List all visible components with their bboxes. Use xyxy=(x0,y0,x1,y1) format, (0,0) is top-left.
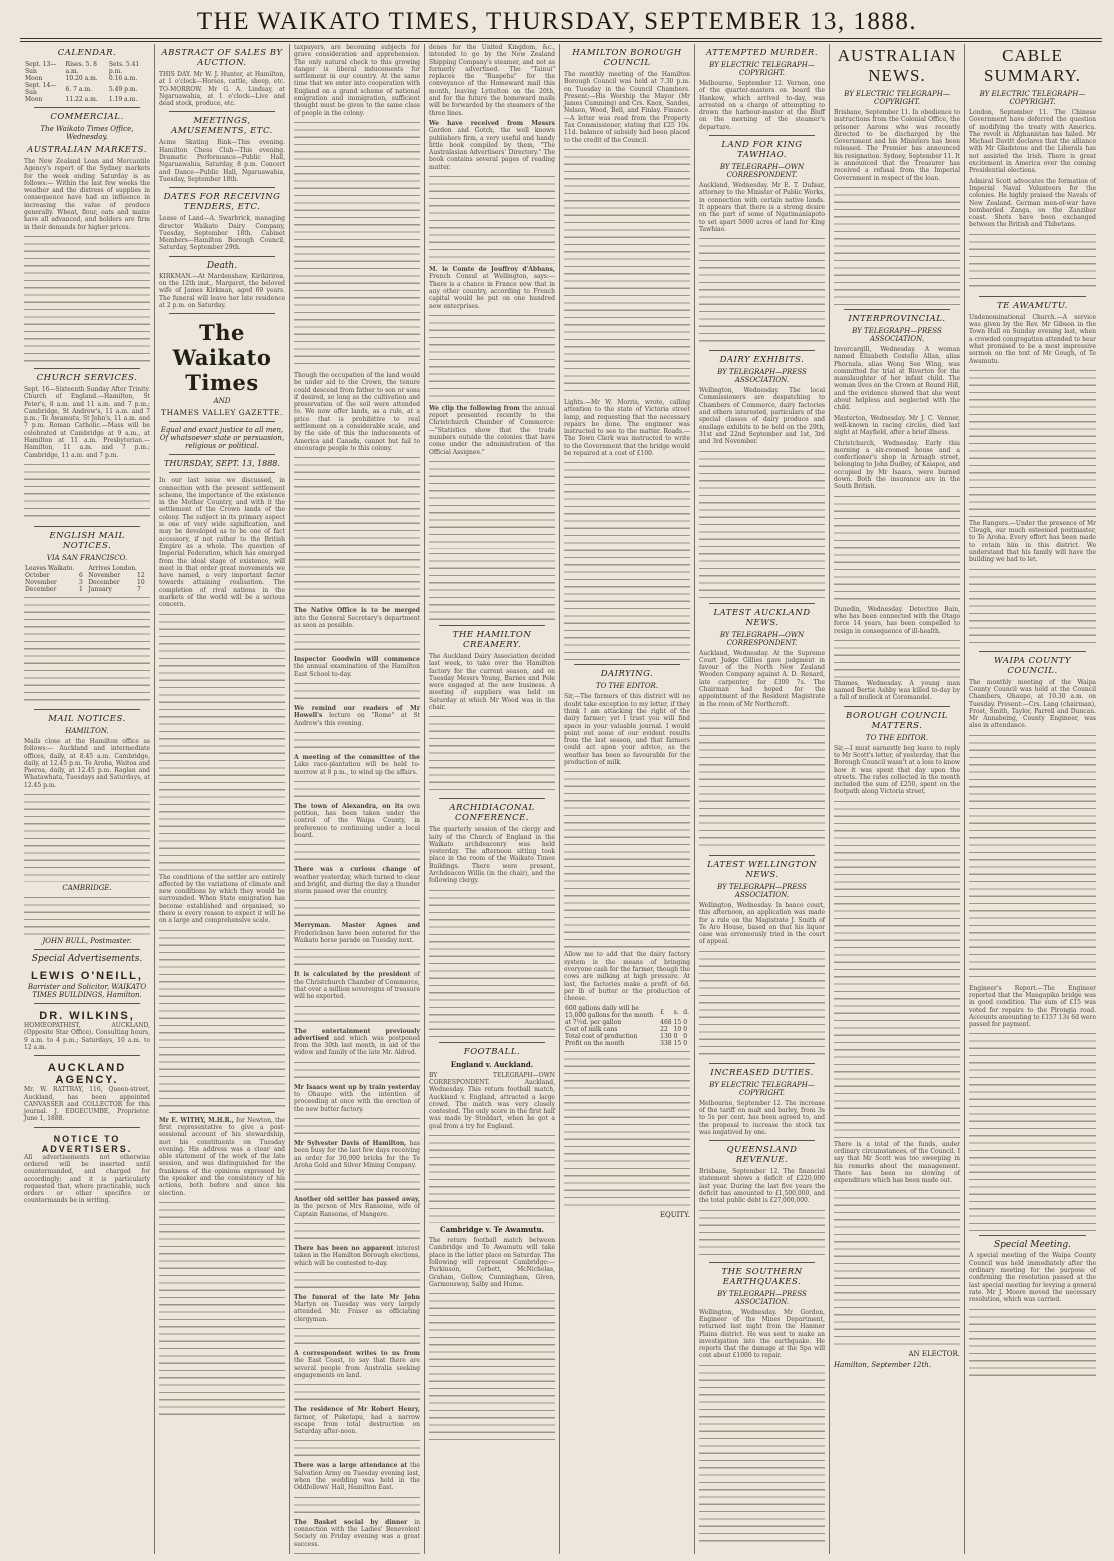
divider xyxy=(34,107,140,108)
leader-text: In our last issue we discussed, in connection with the present settlement scheme, the importance of the existence in the Mother Country, and with it the settlement of the Crown lands of the colony. The subject in its primary aspect is one of very wide signification, and may be developed as to be one of fact accessory, if not rather to the British Empire as a whole. The question of Imperial Federation, which has emerged from the ideal stage of existence, will meet in that order great movements we have named, a very important factor towards attaining realisation. The completion of rival nations in the markets of the world will be a serious concern. xyxy=(159,477,285,609)
english-mail-subheading: VIA SAN FRANCISCO. xyxy=(46,553,128,562)
local-news-items xyxy=(294,607,420,1554)
interprovincial-heading: INTERPROVINCIAL. xyxy=(848,313,946,324)
divider xyxy=(169,187,275,188)
wellington-news-body xyxy=(699,949,825,1059)
cable-summary-text-2: Admiral Scott advocates the formation of Imperial Naval Volunteers for the colonies. He highly praised the Navals of New Zealand. German men-of-war have bombarded Zanga, on the Zanzibar coast. Shots have been exchanged between the British and Thibetans. xyxy=(969,177,1096,229)
masthead-rule-double xyxy=(20,41,1102,42)
divider xyxy=(709,1262,815,1263)
dairying-body-2 xyxy=(564,1049,690,1209)
te-awamutu-body xyxy=(969,368,1096,518)
murder-heading: ATTEMPTED MURDER. xyxy=(705,48,819,58)
news-paragraph-body xyxy=(294,681,420,703)
news-paragraph-head: The residence of Mr Robert Henry, xyxy=(294,1406,420,1414)
queensland-body xyxy=(699,1208,825,1258)
news-paragraph xyxy=(294,971,420,1000)
mail-body-text xyxy=(24,595,150,705)
column-8 xyxy=(965,44,1100,1554)
news-paragraph xyxy=(294,1140,420,1169)
conference-heading: ARCHIDIACONAL CONFERENCE. xyxy=(449,803,535,824)
interprovincial-text: Invercargill, Wednesday. A woman named Elizabeth Costello Allan, alias Phornala, alias Wong See Wing, was committed for trial at Riverton for the manslaughter of her infant child. The woman lives on the Crown at Round Hill, and the evidence showed that she went about helpless and neglected with the child. xyxy=(834,345,960,412)
paper-subtitle: THAMES VALLEY GAZETTE. xyxy=(161,408,283,418)
divider xyxy=(169,421,275,422)
calendar-table xyxy=(24,61,150,103)
special-meeting-heading: Special Meeting. xyxy=(993,1240,1072,1251)
news-paragraph-body xyxy=(294,898,420,920)
leader-continued-text: taxpayers, are becoming subjects for grave consideration and apprehension. The only natural check to this growing danger is liberal inducements for settlement in our country. At the same time that we enter into cooperation with England on a grand scheme of national emigration and immigration, sufficient thought must be given to the same class of people in the colony. xyxy=(294,44,420,117)
mail-notices-body xyxy=(24,792,150,882)
special-ads-heading: Special Advertisements. xyxy=(31,954,143,965)
news-paragraph-body xyxy=(294,842,420,864)
issue-date-line: THURSDAY, SEPT. 13, 1888. xyxy=(164,459,280,469)
dairying-heading: DAIRYING. xyxy=(600,669,654,680)
divider xyxy=(34,368,140,369)
dairy-exhibits-body xyxy=(699,449,825,599)
divider xyxy=(574,664,680,665)
dairy-exhibits-text: Wellington, Wednesday. The local Commissioners are despatching to Chambers of Commerce, dairy factories and others interested, particulars of the special classes of dairy produce and ensilage exhibits to be held on the 29th, 31st and 22nd September and 1st, 3rd and 3rd November. xyxy=(699,387,825,446)
news-paragraph xyxy=(294,607,420,629)
news-paragraph-head: A correspondent writes to us from xyxy=(294,1350,420,1358)
cable-summary-subheading: BY ELECTRIC TELEGRAPH—COPYRIGHT. xyxy=(979,90,1086,106)
earthquakes-text: Wellington, Wednesday. Mr Gordon, Engineer of the Mines Department, returned last night from the Hanmer Plains district. He was sent to make an investigation into the earthquake. He reports that the damage at the Spa will cost about £1000 to repair. xyxy=(699,1308,825,1360)
calendar-heading: CALENDAR. xyxy=(57,48,117,58)
news-paragraph xyxy=(294,866,420,895)
dairying-table-row: at 7½d. per gallon 468 15 0 xyxy=(565,1019,688,1027)
dairying-signature: EQUITY. xyxy=(659,1211,690,1220)
borough-matters-body xyxy=(834,799,960,1139)
divider xyxy=(34,526,140,527)
column-3 xyxy=(290,44,425,1554)
mail-continued-text: denes for the United Kingdom, &c., intended to go by the New Zealand Shipping Company's steamer, and not as formerly advertised. The "Tainui" replaces the "Ruapehu" for the conveyance of the Homeward mail this month, leaving Lyttelton on the 20th, and for the future the homeward mails will be forwarded by the steamers of the three lines. xyxy=(429,44,555,117)
news-paragraph-text: the annual examination of the Hamilton East School to-day. xyxy=(294,663,420,678)
news-paragraph-text: farmer, of Puketapu, had a narrow escape from total destruction on Saturday after-noon. xyxy=(294,1413,420,1436)
news-paragraph-head: Merryman. Master Agnes and xyxy=(294,922,420,930)
news-paragraph xyxy=(294,1519,420,1548)
news-paragraph-body xyxy=(294,1551,420,1554)
markets-body-text xyxy=(24,234,150,364)
dairying-table-row: Total cost of production 130 0 0 xyxy=(565,1033,688,1041)
english-mail-heading: ENGLISH MAIL NOTICES. xyxy=(49,530,125,551)
news-paragraph-text: the Salvation Army on Tuesday evening last, when the wedding was held in the Oddfellows' Hall, Hamilton East. xyxy=(294,1462,420,1492)
news-paragraph-head: Inspector Goodwin will commence xyxy=(294,656,420,664)
divider xyxy=(439,798,545,799)
auckland-news-heading: LATEST AUCKLAND NEWS. xyxy=(713,607,811,628)
withy-paragraph-head: Mr E. WITHY, M.H.R., xyxy=(159,1116,234,1124)
te-awamutu-text-2: The Rangers.—Under the presence of Mr Clough, our much esteemed postmaster, to Te Aroha. Every effort has been made to retain him in this district. We understand that his family will have the building we had to let. xyxy=(969,519,1096,564)
thames-text: Thames, Wednesday. A young man named Bertie Ashby was killed to-day by a fall of mullock at Coromandel. xyxy=(834,679,960,702)
news-paragraph xyxy=(294,1406,420,1435)
news-paragraph-text: Frederickson have been entered for the Waikato horse parade on Tuesday next. xyxy=(294,929,420,945)
te-awamutu-text: Undenominational Church.—A service was given by the Rev. Mr Gibson in the Town Hall on Sunday evening last, when a crowded congregation attended to hear what promised to be a most impressive sermon on the text of Mr Gough, of Te Awamutu. xyxy=(969,313,1096,365)
news-paragraph-body xyxy=(294,947,420,969)
news-body xyxy=(429,551,555,621)
divider xyxy=(979,1235,1086,1236)
dairying-table-row: Profit on the month 338 15 0 xyxy=(565,1040,688,1048)
divider xyxy=(34,1055,140,1056)
divider xyxy=(709,855,815,856)
news-paragraph-head: Mr Isaacs went up by train yesterday xyxy=(294,1083,420,1091)
queensland-heading: QUEENSLAND REVENUE. xyxy=(726,1145,798,1166)
meetings-text: Acme Skating Rink—This evening. Hamilton Chess Club—This evening. Dramatic Performance—Public Hall, Ngaruawahia, Saturday, 8 p.m. Concert and Dance—Public Hall, Ngaruawahia, Tuesday, September 18th. xyxy=(159,139,285,183)
leader-body-2 xyxy=(159,928,285,1108)
tenders-heading: DATES FOR RECEIVING TENDERS, ETC. xyxy=(163,192,281,213)
ad-lewis-oneill-name: LEWIS O'NEILL, xyxy=(31,970,143,983)
news-paragraph-head: Another old settler has passed away, xyxy=(294,1196,420,1204)
news-paragraph xyxy=(294,803,420,839)
dairying-text: Sir,—The farmers of this district will no doubt take exception to my letter, if they think I am attacking the right of the dairy farmer; yet I trust you will find space in your valuable journal. I would point out some of our evident results from the last season, and that farmers could act upon your advice, as the weather has been so favourable for the production of milk. xyxy=(564,693,690,767)
wellington-news-heading: LATEST WELLINGTON NEWS. xyxy=(707,859,817,880)
auckland-news-text: Auckland, Wednesday. At the Supreme Court Judge Gillies gave judgment in favour of the North New Zealand Wooden Company against A. D. Renard, late carpenter, for £300 7s. The Chairman had hoped for the appointment of the Resident Magistrate in the room of Mr Northcroft. xyxy=(699,649,825,708)
christchurch-body xyxy=(834,494,960,604)
waipa-council-text-2: Engineer's Report.—The Engineer reported that the Mangapiko bridge was in good condition. The sum of £15 was voted for repairs to the Pirongia road. Accounts amounting to £157 13s 6d were passed for payment. xyxy=(969,984,1096,1029)
news-paragraph-body xyxy=(294,1116,420,1138)
markets-text: The New Zealand Loan and Mercantile Agency's report of the Sydney markets for the week ending Saturday is as follows:— Within the last few weeks the weather and the distress of supplies in consequence have had an influence in increasing the value of produce generally. Wheat, flour, oats and maize have all advanced, and holders are firm in their demands for higher prices. xyxy=(24,158,150,231)
divider xyxy=(169,454,275,455)
mail-row: November 3 December 10 xyxy=(25,578,145,586)
news-paragraph-head: It is calculated by the president xyxy=(294,971,411,979)
council-text-2: Lights.—Mr W. Morris, wrote, calling attention to the state of Victoria street lamp, and requesting that the necessary repairs be done. The engineer was instructed to see to the matter. Roads.—The Town Clerk was instructed to write to the Government that the bridge would be repaired at a cost of £100. xyxy=(564,398,690,458)
council-text: The monthly meeting of the Hamilton Borough Council was held at 7.30 p.m. on Tuesday in the Council Chambers. Present:—His Worship the Mayor (Mr James Cumming) and Crs. Knox, Sandes, Nelson, Wood, Bell, and Finlay. Finance.—A letter was read from the Property Tax Commissioner, stating that £25 10s. 11d. balance of subsidy had been placed to the credit of the Council. xyxy=(564,71,690,144)
leader-text-2: The conditions of the settler are entirely affected by the variations of climate and new conditions by which they would be surrounded. When State emigration has become established and organised, so there is every reason to expect it will be on a large and comprehensive scale. xyxy=(159,873,285,925)
calendar-row: Moon 10.20 a.m. 0.16 a.m. xyxy=(25,75,138,82)
cambridge-heading: CAMBRIDGE. xyxy=(62,884,112,893)
news-paragraph-head: There was a large attendance at xyxy=(294,1462,408,1470)
special-meeting-body xyxy=(969,1307,1096,1377)
column-1 xyxy=(20,44,155,1554)
news-paragraph-head: We have received from Messrs xyxy=(429,119,555,127)
news-paragraph xyxy=(429,266,555,310)
news-paragraph-text: in the person of Mrs Ransome, wife of Captain Ransome, of Mangere. xyxy=(294,1203,420,1218)
waipa-council-text: The monthly meeting of the Waipa County Council was held at the Council Chambers, Ohaupo, at 10.30 a.m. on Tuesday. Present:—Crs. Lang (chairman), Frost, Smith, Taylor, Parrell and Duncan. Mr Annabeing, County Engineer, was also in attendance. xyxy=(969,678,1096,730)
leader-body xyxy=(159,612,285,872)
wellington-news-text: Wellington, Wednesday. In banco court, this afternoon, an application was made for a rule on the Magistrate J. Smith of Te Aro House, based on that his liquor case was erroneously tried in the court of appeal. xyxy=(699,901,825,946)
church-heading: CHURCH SERVICES. xyxy=(36,372,138,383)
borough-matters-subheading: TO THE EDITOR. xyxy=(865,733,929,742)
special-meeting-text: A special meeting of the Waipa County Council was held immediately after the ordinary meeting for the purpose of confirming the resolution passed at the last special meeting for levying a general rate. Mr J. Moore moved the necessary resolution, which was carried. xyxy=(969,1252,1096,1304)
tawhiao-heading: LAND FOR KING TAWHIAO. xyxy=(721,140,803,161)
auckland-news-body xyxy=(699,711,825,851)
leader-continued-text-2: Though the occupation of the land would be under aid to the Crown, the tenure could descend from father to son or sons if desired, so long as the cultivation and preservation of the soil were attended to. We now offer lands, as a rule, at a price that is prohibitive to real settlement on a considerable scale, and by the side of this the inducements of America and Canada, cannot but fail to encourage people to this colony. xyxy=(294,371,420,452)
news-paragraph-body xyxy=(429,459,555,549)
wellington-news-subheading: BY TELEGRAPH—PRESS ASSOCIATION. xyxy=(717,882,807,899)
news-paragraph-head: We clip the following from xyxy=(429,404,520,412)
column-6 xyxy=(695,44,830,1554)
dunedin-text: Dunedin, Wednesday. Detective Bain, who has been connected with the Otago force 14 years, has been compelled to resign in consequence of ill-health. xyxy=(834,605,960,635)
leader-continued-body xyxy=(294,120,420,370)
calendar-row: Sept. 14—Sun 6. 7 a.m. 5.49 p.m. xyxy=(25,82,138,96)
mail-row: December 1 January 7 xyxy=(25,585,141,593)
leader-continued-body-2 xyxy=(294,455,420,605)
news-paragraph xyxy=(294,922,420,944)
cable-summary-heading: CABLE SUMMARY. xyxy=(984,46,1081,85)
tawhiao-subheading: BY TELEGRAPH—OWN CORRESPONDENT. xyxy=(719,163,805,180)
markets-heading: AUSTRALIAN MARKETS. xyxy=(27,145,147,155)
news-paragraph-body xyxy=(429,313,555,403)
news-paragraph-body xyxy=(294,1221,420,1243)
football-heading: FOOTBALL. xyxy=(463,1046,521,1057)
ad-notice-text: All advertisements not otherwise ordered will be inserted until countermanded, and charged for accordingly; and it is particularly requested that, where practicable, such orders or other specifics or countermands be in writing. xyxy=(24,1153,150,1205)
mail-notices-heading: MAIL NOTICES. xyxy=(48,713,126,724)
column-2 xyxy=(155,44,290,1554)
withy-paragraph-text: for Newton, the first representative to give a post-sessional account of his stewardship, met his constituents on Tuesday evening. His address was a clear and able statement of the work of the late session, and was distinguished for the frankness of the opinions expressed by the speaker and the consistency of his actions, both before and since his election. xyxy=(159,1116,285,1197)
football-text: BY TELEGRAPH—OWN CORRESPONDENT. Auckland, Wednesday. This return football match, Auckland v. England, attracted a large crowd. The match was very closely contested. The only score in the first half was made by Stoddart, when he got a goal from a try for England. xyxy=(429,1071,555,1130)
news-paragraph-head: The entertainment previously advertised xyxy=(294,1027,420,1042)
column-5 xyxy=(560,44,695,1554)
ad-notice-name: NOTICE TO ADVERTISERS. xyxy=(41,1133,133,1154)
murder-subheading: BY ELECTRIC TELEGRAPH—COPYRIGHT. xyxy=(709,61,815,77)
tawhiao-text: Auckland, Wednesday. Mr E. T. Dufaur, attorney to the Minister of Public Works, in connection with certain native lands. It appears that there is a strong desire on the part of some of Ngatimaniapoto to set apart 5000 acres of land for King Tawhiao. xyxy=(699,182,825,233)
columns xyxy=(20,44,1102,1554)
masthead-rule xyxy=(20,38,1102,39)
divider xyxy=(979,296,1086,297)
borough-matters-heading: BOROUGH COUNCIL MATTERS. xyxy=(846,710,948,731)
news-paragraph-text: and which was postponed from the 30th last month, in aid of the widow and family of the late Mr. Aldred. xyxy=(294,1034,420,1057)
dairying-table-row: 600 gallons daily will be 15,000 gallons for the month £ s. d. xyxy=(565,1005,689,1020)
news-paragraph-head: The town of Alexandra, on its xyxy=(294,802,404,810)
football-body xyxy=(429,1133,555,1223)
earthquakes-subheading: BY TELEGRAPH—PRESS ASSOCIATION. xyxy=(717,1289,807,1306)
australian-news-heading: AUSTRALIAN NEWS. xyxy=(837,46,957,85)
australian-news-body xyxy=(834,185,960,305)
church-text: Sept. 16—Sixteenth Sunday After Trinity. Church of England.—Hamilton, St Peter's, 8 a.m. and 11 a.m. and 7 p.m.; Cambridge, St Andrew's, 11 a.m. and 7 p.m.; Te Awamutu, St John's, 11 a.m. and 7 p.m. Roman Catholic.—Mass will be celebrated at Cambridge at 9 a.m., at Hamilton at 11 a.m. Presbyterian.—Hamilton, 11 a.m. and 7 p.m.; Cambridge, 11 a.m. and 7 p.m. xyxy=(24,385,150,459)
news-paragraph-text: own petition, has been taken under the control of the Waipa County, in preference to continuing under a local board. xyxy=(294,802,420,839)
tenders-text: Lease of Land—A. Swarbrick, managing director Waikato Dairy Company, Tuesday, September 18th. Cabinet Members—Hamilton Borough Council, Saturday, September 29th. xyxy=(159,215,285,252)
waipa-council-body-2 xyxy=(969,1031,1096,1231)
queensland-text: Brisbane, September 12. The financial statement shows a deficit of £220,000 last year. During the last five years the deficit has amounted to £1,500,000, and the total public debt is £27,000,000. xyxy=(699,1168,825,1205)
paper-and: AND xyxy=(213,397,231,406)
news-paragraph xyxy=(294,1462,420,1491)
news-paragraph xyxy=(294,1245,420,1267)
news-paragraph xyxy=(294,754,420,776)
tawhiao-body xyxy=(699,236,825,346)
news-paragraph-text: in connection with the Ladies' Benevolent Society on Friday evening was a great success. xyxy=(294,1518,420,1548)
news-paragraph-body xyxy=(294,632,420,654)
commercial-subheading: The Waikato Times Office, Wednesday. xyxy=(40,125,134,141)
borough-date: Hamilton, September 12th. xyxy=(834,1360,932,1369)
news-paragraph-body xyxy=(294,1382,420,1404)
news-paragraph-text: lecture on "Rome" at St Andrew's this evening. xyxy=(294,712,420,727)
creamery-heading: THE HAMILTON CREAMERY. xyxy=(452,629,532,650)
news-paragraph-body xyxy=(294,1060,420,1082)
football-subheading-2: Cambridge v. Te Awamutu. xyxy=(440,1225,544,1235)
news-paragraph xyxy=(294,1350,420,1379)
conference-body xyxy=(429,888,555,1038)
commercial-heading: COMMERCIAL. xyxy=(50,112,124,122)
news-paragraph-body xyxy=(294,1495,420,1517)
news-paragraph-body xyxy=(429,174,555,264)
divider xyxy=(169,472,275,473)
column-7 xyxy=(830,44,965,1554)
dairying-subheading: TO THE EDITOR. xyxy=(595,682,659,691)
divider xyxy=(439,1042,545,1043)
ad-dr-wilkins-text: HOMŒOPATHIST, AUCKLAND, (Opposite Star Office). Consulting hours, 9 a.m. to 4 p.m.; Saturdays, 10 a.m. to 12 a.m. xyxy=(24,1022,150,1051)
divider xyxy=(979,651,1086,652)
news-paragraph-head: The Basket social by dinner xyxy=(294,1518,408,1526)
earthquakes-body xyxy=(699,1363,825,1543)
australian-news-text: Brisbane, September 11. In obedience to instructions from the Colonial Office, the prisoner Aarons who was recently directed to be discharged by the Government and his Ministers has been released. The Premier has announced his resignation. Sydney, September 11. It is announced that the Treasurer has received a refusal from the Imperial Government in respect of the loan. xyxy=(834,109,960,182)
football-subheading: England v. Auckland. xyxy=(450,1059,534,1069)
divider xyxy=(34,709,140,710)
death-heading: Death. xyxy=(206,260,238,271)
auckland-news-subheading: BY TELEGRAPH—OWN CORRESPONDENT. xyxy=(719,630,805,647)
council-body xyxy=(564,147,690,397)
dairying-table-row: Cost of milk cans 22 10 0 xyxy=(565,1026,688,1034)
news-paragraph xyxy=(429,405,555,456)
news-paragraph-head: There has been no apparent xyxy=(294,1245,394,1252)
news-paragraph-body xyxy=(294,1270,420,1292)
ad-auckland-agency-text: Mr. W. RATTRAY, 116, Queen-street, Auckland, has been appointed CANVASSER and COLLECTOR for this journal. J. EDGECUMBE, Proprietor. June 1, 1888. xyxy=(24,1086,150,1123)
duties-subheading: BY ELECTRIC TELEGRAPH—COPYRIGHT. xyxy=(709,1080,815,1097)
earthquakes-heading: THE SOUTHERN EARTHQUAKES. xyxy=(721,1266,803,1287)
murder-text: Melbourne, September 12. Vernon, one of the quarter-masters on board the Hankow, which arrived to-day, was arrested on a charge of attempting to drown the harbour-master at the Bluff on the morning of the steamer's departure. xyxy=(699,80,825,131)
news-paragraph-body xyxy=(294,1172,420,1194)
news-paragraph xyxy=(294,1084,420,1113)
divider xyxy=(844,309,950,310)
news-paragraph-text: Gordon and Gotch, the well known publishers firm, a very useful and handy little book compiled by them, "The Australasian Advertisers' Directory." The book contains several pages of reading matter. xyxy=(429,127,555,171)
dairying-text-2: Allow me to add that the dairy factory system is the means of bringing everyone cash for the farmer, though the cows are milking at high pressure. At last, the factories make a profit of 6d. per lb of butter or the production of cheese. xyxy=(564,951,690,1003)
divider xyxy=(709,350,815,351)
council-body-2 xyxy=(564,460,690,660)
football-text-2: The return football match between Cambridge and Te Awamutu will take place in the latter place on Saturday. The following will represent Cambridge:—Parkinson, Corbett, McNicholas, Graham, Gollow, Cunningham, Given, Garmonsway, Salby and Hume. xyxy=(429,1237,555,1288)
news-paragraph xyxy=(294,1196,420,1218)
news-paragraph-head: Mr Sylvester Davis of Hamilton, xyxy=(294,1139,407,1147)
news-paragraph-text: Martyn on Tuesday was very largely attended. Mr. Fraser as officiating clergyman. xyxy=(294,1301,420,1323)
dairying-table xyxy=(564,1005,690,1047)
divider xyxy=(709,1140,815,1141)
borough-matters-text-2: There is a total of the funds, under ordinary circumstances, of the Council. I say that Mr Scott was too sweeping in his remarks about the management. There has been no slowing of expenditure which has been made out. xyxy=(834,1140,960,1185)
mail-notices-text: Mails close at the Hamilton office as follows:— Auckland and intermediate offices, daily, at 8.45 a.m. Cambridge, daily, at 12.45 p.m. Te Aroha, Waitoa and Paeroa, daily, at 12.45 p.m. Raglan and Whatawhata, Tuesdays and Saturdays, at 12.45 p.m. xyxy=(24,737,150,789)
interprovincial-subheading: BY TELEGRAPH—PRESS ASSOCIATION. xyxy=(852,326,942,343)
waipa-council-heading: WAIPA COUNTY COUNCIL. xyxy=(994,655,1071,676)
paper-motto: Equal and exact justice to all men, Of whatsoever state or persuasion, religious or political. xyxy=(159,426,285,451)
news-paragraph-body xyxy=(294,779,420,801)
news-paragraph-head: We remind our readers of Mr Howell's xyxy=(294,705,420,720)
news-paragraph-text: has been busy for the last few days receiving an order for 30,000 bricks for the Te Aroha Gold and Silver Mining Company. xyxy=(294,1139,420,1169)
death-text: KIRKMAN.—At Mardenshaw, Kirikiriroa, on the 12th inst., Margaret, the beloved wife of James Kirkman, aged 69 years. The funeral will leave her late residence at 2 p.m. on Saturday. xyxy=(159,272,285,309)
creamery-body xyxy=(429,714,555,794)
news-paragraph-head: The funeral of the late Mr John xyxy=(294,1293,420,1301)
mail-table xyxy=(24,565,150,593)
news-paragraph-head: The Native Office is to be merged xyxy=(294,607,420,615)
news-paragraph-text: Lake race-plantation will be held to-morrow at 8 p.m., to wind up the affairs. xyxy=(294,761,420,776)
news-paragraph-text: of the Christchurch Chamber of Commerce, that over a million sovereigns of treasure will be exported. xyxy=(294,971,421,1001)
creamery-text: The Auckland Dairy Association decided last week, to take over the Hamilton factory for the current season, and on Tuesday Messrs Young, Barnes and Pole were engaged at the new business. A meeting of suppliers was held on Saturday at which Mr Wood was in the chair. xyxy=(429,652,555,711)
calendar-row: Sept. 13—Sun Rises. 5. 8 a.m. Sets. 5.41 p.m. xyxy=(25,61,140,75)
council-heading: HAMILTON BOROUGH COUNCIL xyxy=(572,48,682,68)
withy-paragraph xyxy=(159,1117,285,1197)
dairy-exhibits-heading: DAIRY EXHIBITS. xyxy=(719,355,805,366)
duties-text: Melbourne, September 12. The increase of the tariff on malt and barley, from 3s to 5s per cent. has been agreed to, and the proposal to increase the stock tax was negatived by one. xyxy=(699,1099,825,1136)
news-paragraph xyxy=(429,120,555,171)
meetings-heading: MEETINGS, AMUSEMENTS, ETC. xyxy=(171,116,273,137)
divider xyxy=(169,256,275,257)
ad-dr-wilkins-name: DR. WILKINS, xyxy=(39,1010,135,1023)
sales-text: THIS DAY. Mr W. J. Hunter, at Hamilton, at 1 o'clock—Horses, cattle, sheep, etc. TO-MORROW. Mr G. A. Lindsay, at Ngaruawahia, at 1 o'clock—Live and dead stock, produce, etc. xyxy=(159,71,285,108)
ad-auckland-agency-name: AUCKLAND AGENCY. xyxy=(47,1062,127,1087)
divider xyxy=(34,1127,140,1128)
divider xyxy=(34,1003,140,1004)
cambridge-body xyxy=(24,895,150,935)
cable-summary-text: London, September 11. The Chinese Government have deferred the question of modifying the treaty with America. The revolt in Afghanistan has failed. Mr Michael Davitt declares that the alliance with Mr Gladstone and the Liberals has not assisted the Irish. There is great excitement in America over the coming Presidential elections. xyxy=(969,109,1096,175)
news-paragraph xyxy=(294,1294,420,1323)
column-4 xyxy=(425,44,560,1554)
news-paragraph-text: the annual report presented recently to the Christchurch Chamber of Commerce:—"Statistics show that the trade numbers outside the colonies that have come under the administration of the Official Assignee." xyxy=(429,404,555,456)
divider xyxy=(709,603,815,604)
mail-row: October 6 November 12 xyxy=(25,571,145,579)
news-paragraph-text: French Consul at Wellington, says:—There is a chance in France now that in any other country, according to French capital would be put on one hundred new enterprises. xyxy=(429,273,555,310)
dairying-body xyxy=(564,769,690,949)
waipa-council-body xyxy=(969,733,1096,983)
te-awamutu-body-2 xyxy=(969,567,1096,647)
church-body-text xyxy=(24,462,150,522)
christchurch-text: Christchurch, Wednesday. Early this morning a six-roomed house and a confectioner's shop in Armagh street, belonging to John Dudley, of Kaiapoi, and occupied by Mr Isaacs, were burned down. Both the insurance are in the South British. xyxy=(834,439,960,491)
news-paragraph-head: M. le Comte de Jouffroy d'Abbans, xyxy=(429,266,555,274)
calendar-row: Moon 11.22 a.m. 1.19 a.m. xyxy=(25,96,138,103)
borough-matters-text: Sir,—I must earnestly beg leave to reply to Mr Scott's letter, of yesterday, that the Borough Council wasn't at a loss to know how it was spent that day upon the streets. The rates collected in the month included the sum of £250, spent on the footpath along Victoria street. xyxy=(834,744,960,796)
masthead: THE WAIKATO TIMES, THURSDAY, SEPTEMBER 13, 1888. xyxy=(196,8,918,35)
news-paragraph-body xyxy=(294,1326,420,1348)
divider xyxy=(439,625,545,626)
withy-body xyxy=(159,1200,285,1420)
dairy-exhibits-subheading: BY TELEGRAPH—PRESS ASSOCIATION. xyxy=(717,368,807,385)
news-paragraph-text: into the General Secretary's department as soon as possible. xyxy=(294,614,420,629)
divider xyxy=(709,1063,815,1064)
mail-table-header: Leaves Waikato. Arrives London. xyxy=(25,564,137,572)
dunedin-body xyxy=(834,638,960,678)
conference-text: The quarterly session of the clergy and laity of the Church of England in the Waikato archdeaconry was held yesterday. The afternoon sitting took place in the room of the Waikato Times Buildings. There were present, Archdeacon Willis (in the chair), and the following clergy. xyxy=(429,826,555,885)
australian-news-subheading: BY ELECTRIC TELEGRAPH—COPYRIGHT. xyxy=(844,90,950,106)
divider xyxy=(169,1112,275,1113)
divider xyxy=(844,706,950,707)
cable-summary-body xyxy=(969,232,1096,292)
mail-notices-subheading: HAMILTON. xyxy=(65,726,109,735)
postmaster-signature: JOHN BULL, Postmaster. xyxy=(42,937,132,946)
news-paragraph-body xyxy=(294,730,420,752)
divider xyxy=(709,135,815,136)
news-paragraph-body xyxy=(294,1004,420,1026)
paper-title: The Waikato Times xyxy=(172,320,272,396)
news-paragraph xyxy=(294,705,420,727)
news-items xyxy=(429,120,555,549)
news-paragraph-text: weather yesterday, which turned to clear and bright, and during the day a thunder storm passed over the country. xyxy=(294,873,420,896)
borough-matters-body-2 xyxy=(834,1188,960,1348)
news-paragraph-text: the East Coast, to say that there are several people from Australia seeking engagements on land. xyxy=(294,1357,420,1379)
divider xyxy=(169,111,275,112)
news-paragraph-body xyxy=(294,1438,420,1460)
news-paragraph-head: There was a curious change of xyxy=(294,866,420,874)
divider xyxy=(34,949,140,950)
news-paragraph xyxy=(294,656,420,678)
masterton-text: Masterton, Wednesday. Mr J. C. Venner, well-known in racing circles, died last night at Mayfield, after a brief illness. xyxy=(834,414,960,437)
news-paragraph-text: interest taken in the Hamilton Borough elections, which will be contested to-day. xyxy=(294,1245,420,1267)
te-awamutu-heading: TE AWAMUTU. xyxy=(997,300,1068,311)
divider xyxy=(169,313,275,314)
news-paragraph-text: to Ohaupo with the intention of proceeding at once with the erection of the new butter factory. xyxy=(294,1091,420,1113)
news-paragraph xyxy=(294,1028,420,1057)
duties-heading: INCREASED DUTIES. xyxy=(710,1067,814,1078)
football-body-2 xyxy=(429,1291,555,1441)
sales-heading: ABSTRACT OF SALES BY AUCTION. xyxy=(161,48,283,68)
ad-lewis-oneill-text: Barrister and Solicitor, WAIKATO TIMES BUILDINGS, Hamilton. xyxy=(27,983,147,1000)
borough-signature: AN ELECTOR. xyxy=(908,1349,960,1358)
news-paragraph-head: A meeting of the committee of the xyxy=(294,753,420,761)
